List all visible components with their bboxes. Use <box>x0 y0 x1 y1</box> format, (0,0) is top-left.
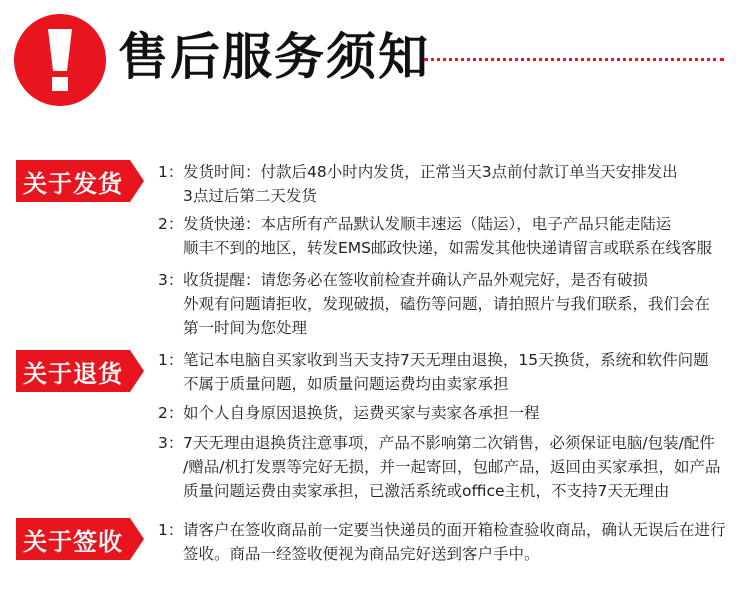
item-line: 笔记本电脑自买家收到当天支持7天无理由退换，15天换货，系统和软件问题 <box>183 351 709 369</box>
section-tag-signing: 关于签收 <box>16 518 130 560</box>
item-line: 3点过后第二天发货 <box>183 187 317 205</box>
item-number: 1： <box>158 521 184 539</box>
list-item <box>158 431 738 503</box>
item-line: 请客户在签收商品前一定要当快递员的面开箱检查验收商品，确认无误后在进行 <box>183 521 726 539</box>
exclamation-icon <box>14 14 106 106</box>
page-title: 售后服务须知 <box>118 28 430 86</box>
item-line: 顺丰不到的地区，转发EMS邮政快递，如需发其他快递请留言或联系在线客服 <box>183 239 713 257</box>
title-divider <box>424 58 724 61</box>
list-item <box>158 212 738 260</box>
list-item <box>158 160 738 208</box>
item-line: 7天无理由退换货注意事项，产品不影响第二次销售，必须保证电脑/包装/配件 <box>183 434 715 452</box>
item-line: 签收。商品一经签收便视为商品完好送到客户手中。 <box>183 545 540 563</box>
item-line: 不属于质量问题，如质量问题运费均由卖家承担 <box>183 375 509 393</box>
list-item <box>158 518 738 566</box>
section-tag-returns: 关于退货 <box>16 350 130 392</box>
list-item <box>158 401 738 425</box>
list-item <box>158 348 738 396</box>
item-line: 外观有问题请拒收，发现破损，磕伤等问题，请拍照片与我们联系，我们会在 <box>183 295 711 313</box>
item-line: 第一时间为您处理 <box>183 319 308 337</box>
item-line: 发货时间：付款后48小时内发货，正常当天3点前付款订单当天安排发出 <box>183 163 678 181</box>
item-number: 3： <box>158 434 184 452</box>
item-line: /赠品/机打发票等完好无损，并一起寄回，包邮产品，返回由买家承担，如产品 <box>183 458 721 476</box>
item-line: 如个人自身原因退换货，运费买家与卖家各承担一程 <box>183 404 540 422</box>
item-line: 收货提醒：请您务必在签收前检查并确认产品外观完好，是否有破损 <box>183 271 649 289</box>
item-number: 2： <box>158 215 184 233</box>
item-number: 1： <box>158 163 184 181</box>
item-number: 1： <box>158 351 184 369</box>
item-number: 3： <box>158 271 184 289</box>
item-line: 质量问题运费由卖家承担，已激活系统或office主机，不支持7天无理由 <box>183 482 670 500</box>
section-tag-shipping: 关于发货 <box>16 160 130 202</box>
header <box>0 0 750 120</box>
item-line: 发货快递：本店所有产品默认发顺丰速运（陆运），电子产品只能走陆运 <box>183 215 672 233</box>
list-item <box>158 268 738 340</box>
item-number: 2： <box>158 404 184 422</box>
